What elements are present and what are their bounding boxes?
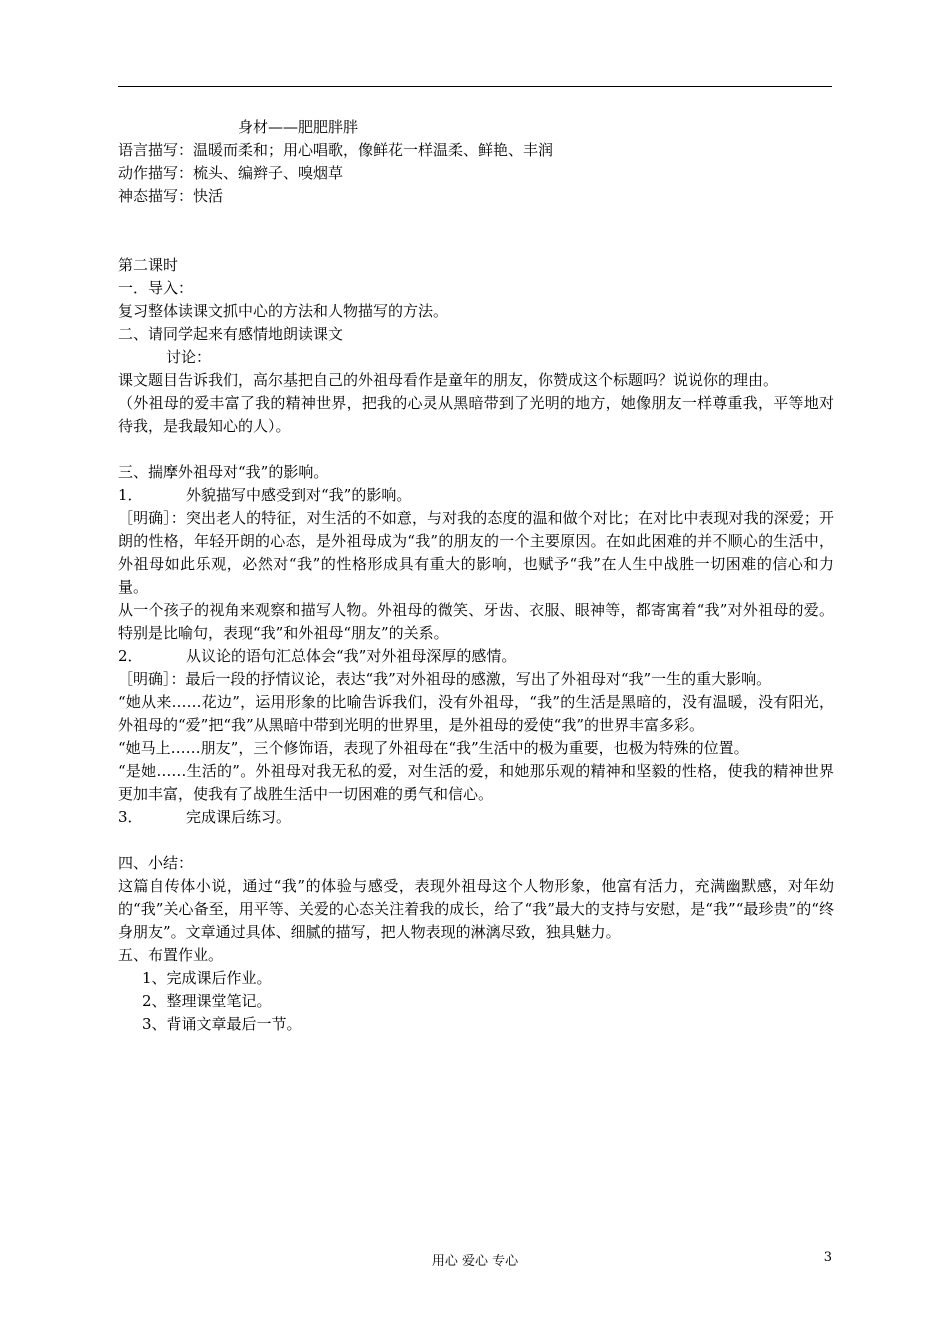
body-text: 语言描写：温暖而柔和；用心唱歌，像鲜花一样温柔、鲜艳、丰润	[118, 141, 554, 159]
item-number: 1．	[118, 486, 143, 504]
body-text: 这篇自传体小说，通过“我”的体验与感受，表现外祖母这个人物形象，他富有活力，充满幽默感，对年幼的“我”关心备至，用平等、关爱的心态关注着我的成长，给了“我”最大的支持与安慰，是“我”“最珍贵”的“终身朋友”。文章通过具体、细腻的描写，把人物表现的淋漓尽致，独具魅力。	[118, 877, 834, 941]
section-heading: 三、揣摩外祖母对“我”的影响。	[118, 463, 329, 481]
section-heading: 一．导入：	[118, 279, 194, 297]
page-number: 3	[823, 1250, 832, 1265]
body-text: 课文题目告诉我们，高尔基把自己的外祖母看作是童年的朋友，你赞成这个标题吗？说说你的理由。	[118, 371, 779, 389]
footer-slogan: 用心 爱心 专心	[431, 1254, 519, 1269]
body-text: “是她……生活的”。外祖母对我无私的爱，对生活的爱，和她那乐观的精神和坚毅的性格，使我的精神世界更加丰富，使我有了战胜生活中一切困难的勇气和信心。	[118, 762, 834, 803]
body-text: 从一个孩子的视角来观察和描写人物。外祖母的微笑、牙齿、衣服、眼神等，都寄寓着“我”对外祖母的爱。特别是比喻句，表现“我”和外祖母“朋友”的关系。	[118, 601, 834, 642]
section-heading: 五、布置作业。	[118, 946, 224, 964]
numbered-item	[118, 645, 834, 668]
spacer	[118, 208, 834, 254]
item-number: 3．	[118, 808, 143, 826]
section-heading: 二、请同学起来有感情地朗读课文	[118, 325, 344, 343]
body-text: 动作描写：梳头、编辫子、嗅烟草	[118, 164, 344, 182]
item-text: 从议论的语句汇总体会“我”对外祖母深厚的感情。	[186, 647, 517, 665]
body-text: （外祖母的爱丰富了我的精神世界，把我的心灵从黑暗带到了光明的地方，她像朋友一样尊重我，平等地对待我，是我最知心的人）。	[118, 394, 834, 435]
body-text: ［明确］：最后一段的抒情议论，表达“我”对外祖母的感激，写出了外祖母对“我”一生的重大影响。	[118, 670, 772, 688]
section-heading: 四、小结：	[118, 854, 194, 872]
body-text: 复习整体读课文抓中心的方法和人物描写的方法。	[118, 302, 449, 320]
body-text: 神态描写：快活	[118, 187, 224, 205]
body-text: 讨论：	[166, 348, 212, 366]
numbered-item	[118, 484, 834, 507]
spacer	[118, 829, 834, 852]
homework-item: 3、背诵文章最后一节。	[142, 1015, 302, 1033]
spacer	[118, 438, 834, 461]
homework-item: 2、整理课堂笔记。	[142, 992, 272, 1010]
body-text: “她马上……朋友”，三个修饰语，表现了外祖母在“我”生活中的极为重要，也极为特殊的位置。	[118, 739, 749, 757]
item-text: 完成课后练习。	[186, 808, 292, 826]
document-body	[118, 116, 834, 1036]
header-rule	[118, 86, 832, 87]
homework-item: 1、完成课后作业。	[142, 969, 272, 987]
body-text: “她从来……花边”，运用形象的比喻告诉我们，没有外祖母，“我”的生活是黑暗的，没有温暖，没有阳光，外祖母的“爱”把“我”从黑暗中带到光明的世界里，是外祖母的爱使“我”的世界丰富多彩。	[118, 693, 834, 734]
body-text: ［明确］：突出老人的特征，对生活的不如意，与对我的态度的温和做个对比；在对比中表现对我的深爱；开朗的性格，年轻开朗的心态，是外祖母成为“我”的朋友的一个主要原因。在如此困难的并不顺心的生活中，外祖母如此乐观，必然对“我”的性格形成具有重大的影响，也赋予“我”在人生中战胜一切困难的信心和力量。	[118, 509, 834, 596]
numbered-item	[118, 806, 834, 829]
item-text: 外貌描写中感受到对“我”的影响。	[186, 486, 412, 504]
section-heading: 第二课时	[118, 256, 179, 274]
body-text: 身材——肥肥胖胖	[238, 118, 359, 136]
item-number: 2．	[118, 647, 143, 665]
